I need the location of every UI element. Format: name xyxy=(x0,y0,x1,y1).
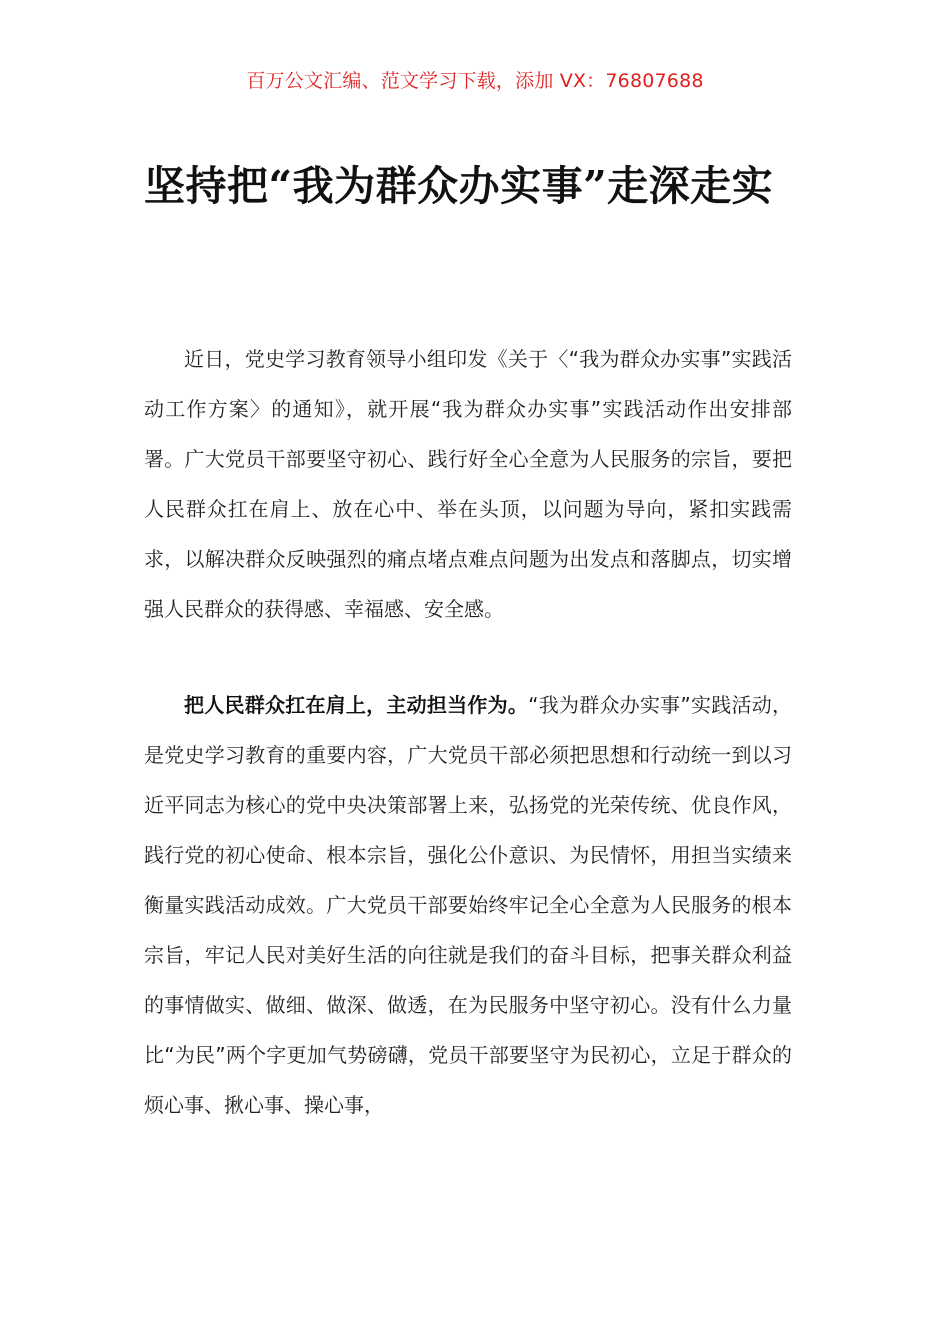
paragraph-intro-text: 近日，党史学习教育领导小组印发《关于〈“我为群众办实事”实践活动工作方案〉的通知》，就开展“我为群众办实事”实践活动作出安排部署。广大党员干部要坚守初心、践行好全心全意为人民服务的宗旨，要把人民群众扛在肩上、放在心中、举在头顶，以问题为导向，紧扣实践需求，以解决群众反映强烈的痛点堵点难点问题为出发点和落脚点，切实增强人民群众的获得感、幸福感、安全感。 xyxy=(144,347,792,621)
watermark-header: 百万公文汇编、范文学习下载，添加 VX：76807688 xyxy=(246,70,704,92)
paragraph-intro xyxy=(144,334,792,634)
paragraph-section-1-lead: 把人民群众扛在肩上，主动担当作为。 xyxy=(184,693,529,717)
document-title: 坚持把“我为群众办实事”走深走实 xyxy=(144,162,774,210)
paragraph-section-1-text: “我为群众办实事”实践活动，是党史学习教育的重要内容，广大党员干部必须把思想和行动统一到以习近平同志为核心的党中央决策部署上来，弘扬党的光荣传统、优良作风，践行党的初心使命、根本宗旨，强化公仆意识、为民情怀，用担当实绩来衡量实践活动成效。广大党员干部要始终牢记全心全意为人民服务的根本宗旨，牢记人民对美好生活的向往就是我们的奋斗目标，把事关群众利益的事情做实、做细、做深、做透，在为民服务中坚守初心。没有什么力量比“为民”两个字更加气势磅礴，党员干部要坚守为民初心，立足于群众的烦心事、揪心事、操心事， xyxy=(144,693,792,1117)
paragraph-section-1 xyxy=(144,680,792,1130)
